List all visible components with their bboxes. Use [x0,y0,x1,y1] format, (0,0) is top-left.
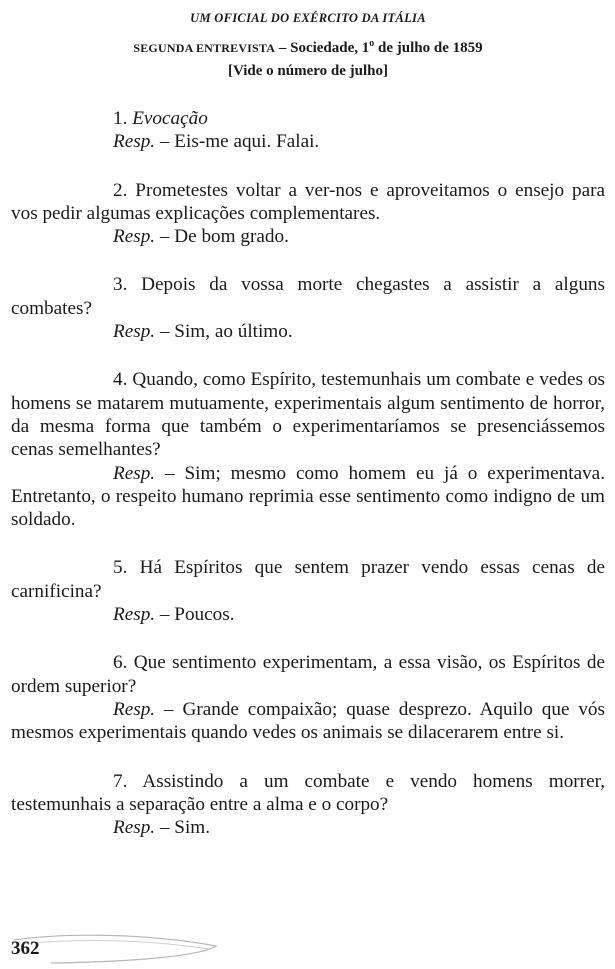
subtitle-note: [Vide o número de julho] [227,63,388,79]
subtitle-label: SEGUNDA ENTREVISTA [133,41,276,55]
interview-body [11,107,605,839]
subtitle-sup: o [369,38,375,49]
running-head: UM OFICIAL DO EXÉRCITO DA ITÁLIA [190,11,426,25]
subtitle-dash: – [275,40,291,56]
resp-label: Resp. [113,698,156,720]
resp-label: Resp. [113,131,156,153]
answer-7: Resp. – Sim. [113,817,211,839]
page-number: 362 [11,938,40,959]
answer-2: Resp. – De bom grado. [113,226,289,248]
interview-subtitle [11,40,605,57]
question-6: 6. Que sentimento experimentam, a essa visão, os Espíritos de ordem superior? [11,652,605,697]
answer-1: Resp. – Eis-me aqui. Falai. [113,131,320,153]
resp-label: Resp. [113,604,156,626]
question-2: 2. Prometestes voltar a ver-nos e aproveitamos o ensejo para vos pedir algumas explicações complementares. [11,179,605,224]
question-7: 7. Assistindo a um combate e vendo homens morrer, testemunhais a separação entre a alma e o corpo? [11,770,605,815]
page-ornament [11,930,231,966]
question-4: 4. Quando, como Espírito, testemunhais um combate e vedes os homens se matarem mutuamente, experimentais algum sentimento de horror, da mesma forma que também o experimentaríamos se presenciássemos cenas semelhantes? [11,369,605,461]
subtitle-text-end: de julho de 1859 [374,40,483,56]
question-1-italic: Evocação [132,108,208,129]
answer-6: Resp. – Grande compaixão; quase desprezo. Aquilo que vós mesmos experimentais quando vedes os animais se dilacerarem entre si. [11,698,605,744]
resp-label: Resp. [113,817,156,839]
resp-label: Resp. [113,226,156,248]
resp-label: Resp. [113,462,156,484]
resp-label: Resp. [113,321,156,343]
answer-3: Resp. – Sim, ao último. [113,321,293,343]
question-3: 3. Depois da vossa morte chegastes a assistir a alguns combates? [11,274,605,319]
question-5: 5. Há Espíritos que sentem prazer vendo essas cenas de carnificina? [11,557,605,602]
book-page [11,0,605,969]
answer-4: Resp. – Sim; mesmo como homem eu já o experimentava. Entretanto, o respeito humano reprimia esse sentimento como indigno de um soldado. [11,462,605,531]
subtitle-text: Sociedade, 1 [290,40,370,56]
question-1: 1. Evocação [113,108,208,129]
answer-5: Resp. – Poucos. [113,604,235,626]
